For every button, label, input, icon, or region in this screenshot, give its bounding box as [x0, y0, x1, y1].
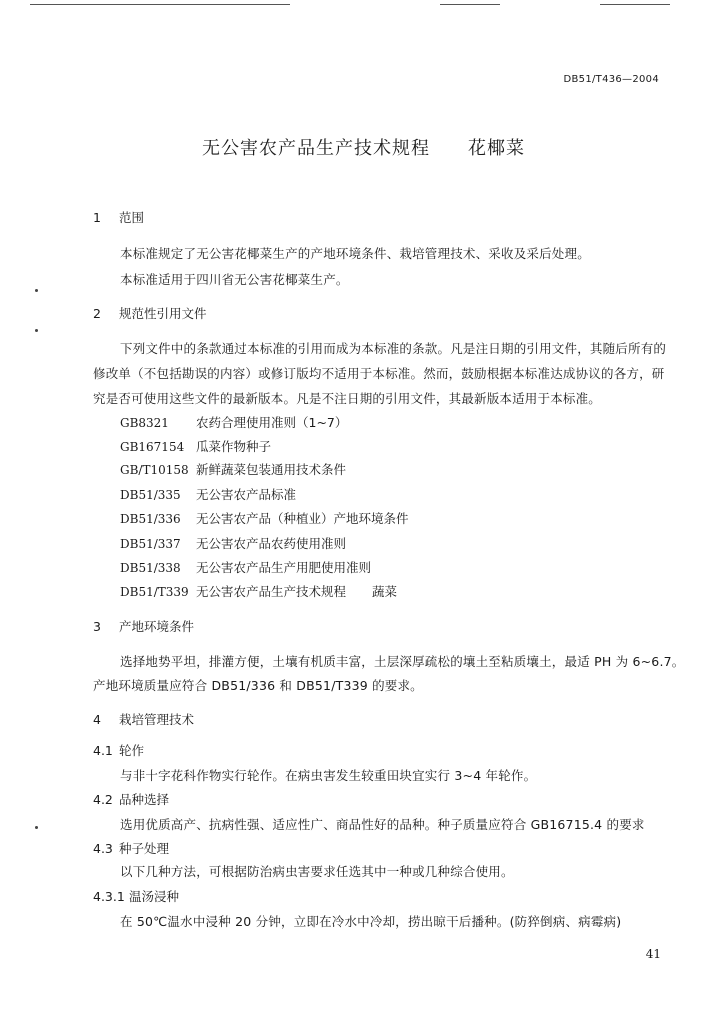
reference-title: 无公害农产品标准 — [196, 487, 297, 502]
subsection-title: 轮作 — [119, 743, 145, 758]
section-title: 产地环境条件 — [119, 619, 195, 634]
reference-code: DB51/338 — [120, 561, 181, 575]
paragraph: 选用优质高产、抗病性强、适应性广、商品性好的品种。种子质量应符合 GB16715.4 的要求 — [120, 817, 645, 832]
reference-item — [120, 558, 371, 576]
subsection-4-1-heading — [93, 741, 144, 759]
top-border-line — [440, 4, 500, 5]
reference-code: GB/T10158 — [120, 463, 189, 477]
scan-speck — [35, 826, 38, 829]
section-4-heading — [93, 710, 194, 728]
section-title: 规范性引用文件 — [119, 306, 207, 321]
reference-code: DB51/337 — [120, 537, 181, 551]
page-number: 41 — [645, 947, 661, 961]
reference-title: 无公害农产品生产用肥使用准则 — [196, 560, 372, 575]
subsection-title: 品种选择 — [119, 792, 170, 807]
section-number: 2 — [93, 306, 101, 321]
reference-code: DB51/335 — [120, 488, 181, 502]
reference-code: DB51/T339 — [120, 585, 189, 599]
reference-item — [120, 485, 296, 503]
reference-title: 瓜菜作物种子 — [196, 439, 272, 454]
reference-item — [120, 460, 346, 478]
reference-item — [120, 509, 409, 527]
section-number: 1 — [93, 210, 101, 225]
reference-code: GB167154 — [120, 440, 185, 454]
section-2-heading — [93, 304, 207, 322]
subsection-4-3-1-heading — [93, 887, 179, 905]
section-title: 范围 — [119, 210, 145, 225]
paragraph-line: 产地环境质量应符合 DB51/336 和 DB51/T339 的要求。 — [93, 678, 423, 693]
section-number: 4 — [93, 712, 101, 727]
subsection-title: 种子处理 — [119, 841, 170, 856]
paragraph: 与非十字花科作物实行轮作。在病虫害发生较重田块宜实行 3~4 年轮作。 — [120, 768, 537, 783]
reference-title: 无公害农产品农药使用准则 — [196, 536, 347, 551]
top-border-line — [30, 4, 290, 5]
paragraph-line: 下列文件中的条款通过本标准的引用而成为本标准的条款。凡是注日期的引用文件，其随后所有的 — [120, 341, 667, 356]
reference-item — [120, 534, 346, 552]
reference-item — [120, 437, 271, 455]
section-title: 栽培管理技术 — [119, 712, 195, 727]
reference-title: 无公害农产品（种植业）产地环境条件 — [196, 511, 409, 526]
subsection-number: 4.3.1 — [93, 889, 125, 904]
document-code: DB51/T436—2004 — [563, 74, 659, 85]
reference-title: 新鲜蔬菜包装通用技术条件 — [196, 462, 347, 477]
subsection-title: 温汤浸种 — [129, 889, 180, 904]
subsection-4-2-heading — [93, 790, 169, 808]
reference-title: 农药合理使用准则（1~7） — [196, 415, 348, 430]
subsection-number: 4.3 — [93, 841, 113, 856]
subsection-number: 4.2 — [93, 792, 113, 807]
paragraph: 以下几种方法，可根据防治病虫害要求任选其中一种或几种综合使用。 — [120, 864, 514, 879]
reference-title: 无公害农产品生产技术规程 — [196, 584, 347, 599]
section-number: 3 — [93, 619, 101, 634]
subsection-number: 4.1 — [93, 743, 113, 758]
reference-item — [120, 413, 347, 431]
top-border-line — [600, 4, 670, 5]
paragraph: 本标准适用于四川省无公害花椰菜生产。 — [120, 272, 349, 287]
paragraph-line: 修改单（不包括勘误的内容）或修订版均不适用于本标准。然而，鼓励根据本标准达成协议的各方，研 — [93, 366, 665, 381]
subsection-4-3-heading — [93, 839, 169, 857]
reference-item — [120, 582, 397, 600]
section-1-heading — [93, 208, 144, 226]
section-3-heading — [93, 617, 194, 635]
reference-code: GB8321 — [120, 416, 169, 430]
page-title: 无公害农产品生产技术规程 花椰菜 — [202, 138, 525, 159]
paragraph-line: 选择地势平坦，排灌方便，土壤有机质丰富，土层深厚疏松的壤土至粘质壤土，最适 PH 为 6~6.7。 — [120, 654, 685, 669]
paragraph-line: 究是否可使用这些文件的最新版本。凡是不注日期的引用文件，其最新版本适用于本标准。 — [93, 391, 602, 406]
paragraph: 本标准规定了无公害花椰菜生产的产地环境条件、栽培管理技术、采收及采后处理。 — [120, 246, 590, 261]
scan-speck — [35, 289, 38, 292]
reference-code: DB51/336 — [120, 512, 181, 526]
paragraph: 在 50℃温水中浸种 20 分钟，立即在冷水中冷却，捞出晾干后播种。(防猝倒病、病霉病) — [120, 914, 622, 929]
reference-subtitle: 蔬菜 — [372, 584, 398, 599]
scan-speck — [35, 329, 38, 332]
